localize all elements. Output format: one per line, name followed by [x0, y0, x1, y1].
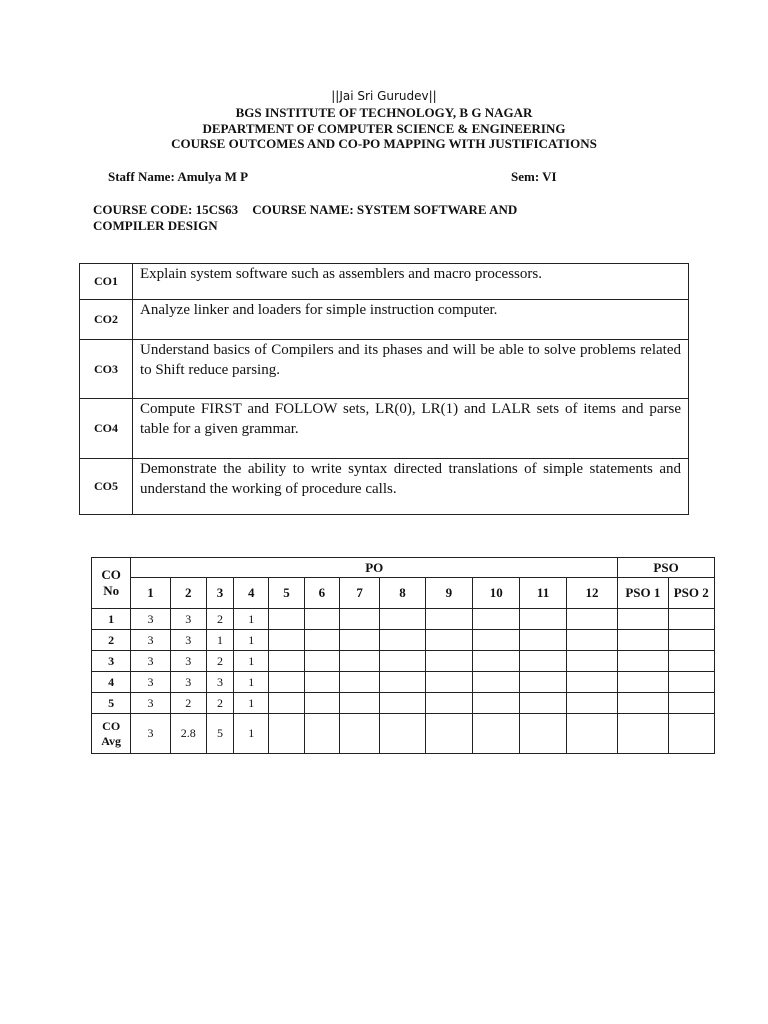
mapping-cell: 3: [170, 609, 206, 630]
co-header-text: CO: [101, 567, 121, 582]
avg-cell: [520, 714, 566, 754]
avg-cell: [339, 714, 379, 754]
mapping-cell: [304, 630, 339, 651]
course-outcomes-table: [79, 263, 689, 515]
co-code: CO3: [80, 340, 133, 399]
table-row: [80, 300, 689, 340]
average-row: [92, 714, 715, 754]
mapping-cell: [473, 672, 520, 693]
mapping-cell: 1: [234, 630, 269, 651]
mapping-cell: [520, 672, 566, 693]
mapping-cell: [425, 609, 472, 630]
pso-header: PSO: [618, 558, 715, 578]
mapping-cell: [425, 672, 472, 693]
course-name-cont: COMPILER DESIGN: [93, 218, 218, 233]
mapping-cell: 3: [170, 630, 206, 651]
mapping-cell: 3: [131, 693, 170, 714]
mapping-cell: [269, 672, 304, 693]
po-col-header: 8: [380, 578, 425, 609]
co-description: Demonstrate the ability to write syntax directed translations of simple statements and understand the working of procedure calls.: [133, 459, 689, 515]
mapping-cell: [566, 609, 617, 630]
mapping-cell: [339, 693, 379, 714]
mapping-cell: [304, 609, 339, 630]
mapping-cell: 3: [131, 651, 170, 672]
mapping-cell: 3: [170, 672, 206, 693]
column-header-row: [92, 578, 715, 609]
po-col-header: 11: [520, 578, 566, 609]
mapping-cell: [566, 693, 617, 714]
mapping-cell: [269, 630, 304, 651]
co-description: Understand basics of Compilers and its phases and will be able to solve problems related to Shift reduce parsing.: [133, 340, 689, 399]
avg-cell: [566, 714, 617, 754]
mapping-cell: [380, 672, 425, 693]
mapping-cell: [473, 630, 520, 651]
po-col-header: 5: [269, 578, 304, 609]
pso-cell: [618, 609, 668, 630]
avg-cell: [425, 714, 472, 754]
row-label: 4: [92, 672, 131, 693]
course-name: COURSE NAME: SYSTEM SOFTWARE AND: [252, 202, 518, 217]
avg-cell: 5: [206, 714, 233, 754]
pso-col-header: PSO 2: [668, 578, 714, 609]
mapping-cell: 2: [206, 693, 233, 714]
po-col-header: 12: [566, 578, 617, 609]
invocation-text: ||Jai Sri Gurudev||: [331, 89, 437, 103]
mapping-cell: [339, 651, 379, 672]
mapping-cell: [425, 630, 472, 651]
mapping-cell: 2: [206, 651, 233, 672]
document-title: COURSE OUTCOMES AND CO-PO MAPPING WITH JUSTIFICATIONS: [171, 136, 597, 151]
co-code: CO2: [80, 300, 133, 340]
semester: Sem: VI: [511, 169, 557, 184]
table-row: [92, 630, 715, 651]
pso-cell: [618, 651, 668, 672]
avg-cell: 3: [131, 714, 170, 754]
mapping-cell: [380, 651, 425, 672]
pso-cell: [618, 630, 668, 651]
mapping-cell: [304, 672, 339, 693]
co-code: CO5: [80, 459, 133, 515]
pso-cell: [668, 693, 714, 714]
mapping-cell: 3: [206, 672, 233, 693]
mapping-cell: [520, 693, 566, 714]
mapping-cell: 1: [234, 672, 269, 693]
pso-cell: [668, 672, 714, 693]
po-col-header: 7: [339, 578, 379, 609]
co-description: Compute FIRST and FOLLOW sets, LR(0), LR(1) and LALR sets of items and parse table for a given grammar.: [133, 399, 689, 459]
avg-cell: [304, 714, 339, 754]
mapping-cell: 2: [170, 693, 206, 714]
mapping-cell: [380, 609, 425, 630]
no-header-text: No: [103, 583, 120, 598]
mapping-cell: 3: [131, 609, 170, 630]
mapping-cell: [425, 651, 472, 672]
table-row: [80, 459, 689, 515]
row-label: 3: [92, 651, 131, 672]
pso-cell: [618, 672, 668, 693]
mapping-cell: [304, 693, 339, 714]
avg-label: [92, 714, 131, 754]
mapping-cell: [269, 609, 304, 630]
mapping-cell: [520, 630, 566, 651]
mapping-cell: [520, 651, 566, 672]
header-row: [92, 558, 715, 578]
avg-cell: 1: [234, 714, 269, 754]
avg-cell: [269, 714, 304, 754]
avg-cell: [473, 714, 520, 754]
co-description: Explain system software such as assemblers and macro processors.: [133, 264, 689, 300]
table-row: [92, 651, 715, 672]
pso-cell: [668, 630, 714, 651]
mapping-cell: 1: [234, 651, 269, 672]
mapping-cell: 3: [131, 630, 170, 651]
mapping-cell: 3: [170, 651, 206, 672]
table-row: [80, 399, 689, 459]
po-col-header: 2: [170, 578, 206, 609]
mapping-cell: 1: [234, 609, 269, 630]
row-label: 1: [92, 609, 131, 630]
mapping-cell: [380, 630, 425, 651]
avg-pso-cell: [618, 714, 668, 754]
mapping-cell: [425, 693, 472, 714]
po-col-header: 3: [206, 578, 233, 609]
row-label: 5: [92, 693, 131, 714]
row-label: 2: [92, 630, 131, 651]
pso-cell: [668, 651, 714, 672]
mapping-cell: [473, 693, 520, 714]
mapping-cell: [520, 609, 566, 630]
mapping-cell: [339, 630, 379, 651]
co-description: Analyze linker and loaders for simple instruction computer.: [133, 300, 689, 340]
po-header: PO: [131, 558, 618, 578]
department-name: DEPARTMENT OF COMPUTER SCIENCE & ENGINEERING: [202, 121, 566, 136]
course-code: COURSE CODE: 15CS63: [93, 202, 239, 217]
mapping-cell: [566, 630, 617, 651]
mapping-cell: [473, 609, 520, 630]
mapping-cell: [339, 609, 379, 630]
table-row: [80, 340, 689, 399]
po-col-header: 4: [234, 578, 269, 609]
po-col-header: 10: [473, 578, 520, 609]
staff-name: Staff Name: Amulya M P: [108, 169, 249, 184]
mapping-cell: [304, 651, 339, 672]
course-info: [93, 202, 653, 234]
co-no-header: [92, 558, 131, 609]
co-code: CO4: [80, 399, 133, 459]
avg-label-line2: Avg: [101, 733, 122, 748]
po-col-header: 9: [425, 578, 472, 609]
mapping-cell: 2: [206, 609, 233, 630]
mapping-cell: 1: [234, 693, 269, 714]
mapping-cell: [269, 651, 304, 672]
table-row: [80, 264, 689, 300]
pso-col-header: PSO 1: [618, 578, 668, 609]
po-col-header: 6: [304, 578, 339, 609]
mapping-cell: [269, 693, 304, 714]
table-row: [92, 693, 715, 714]
co-code: CO1: [80, 264, 133, 300]
institute-name: BGS INSTITUTE OF TECHNOLOGY, B G NAGAR: [235, 105, 533, 120]
avg-cell: [380, 714, 425, 754]
table-row: [92, 609, 715, 630]
pso-cell: [668, 609, 714, 630]
mapping-cell: 1: [206, 630, 233, 651]
pso-cell: [618, 693, 668, 714]
co-po-mapping-table: [91, 557, 715, 754]
mapping-cell: [566, 672, 617, 693]
mapping-cell: [339, 672, 379, 693]
mapping-cell: [566, 651, 617, 672]
avg-label-line1: CO: [102, 718, 121, 733]
mapping-cell: 3: [131, 672, 170, 693]
mapping-cell: [473, 651, 520, 672]
mapping-cell: [380, 693, 425, 714]
po-col-header: 1: [131, 578, 170, 609]
avg-cell: 2.8: [170, 714, 206, 754]
table-row: [92, 672, 715, 693]
avg-pso-cell: [668, 714, 714, 754]
